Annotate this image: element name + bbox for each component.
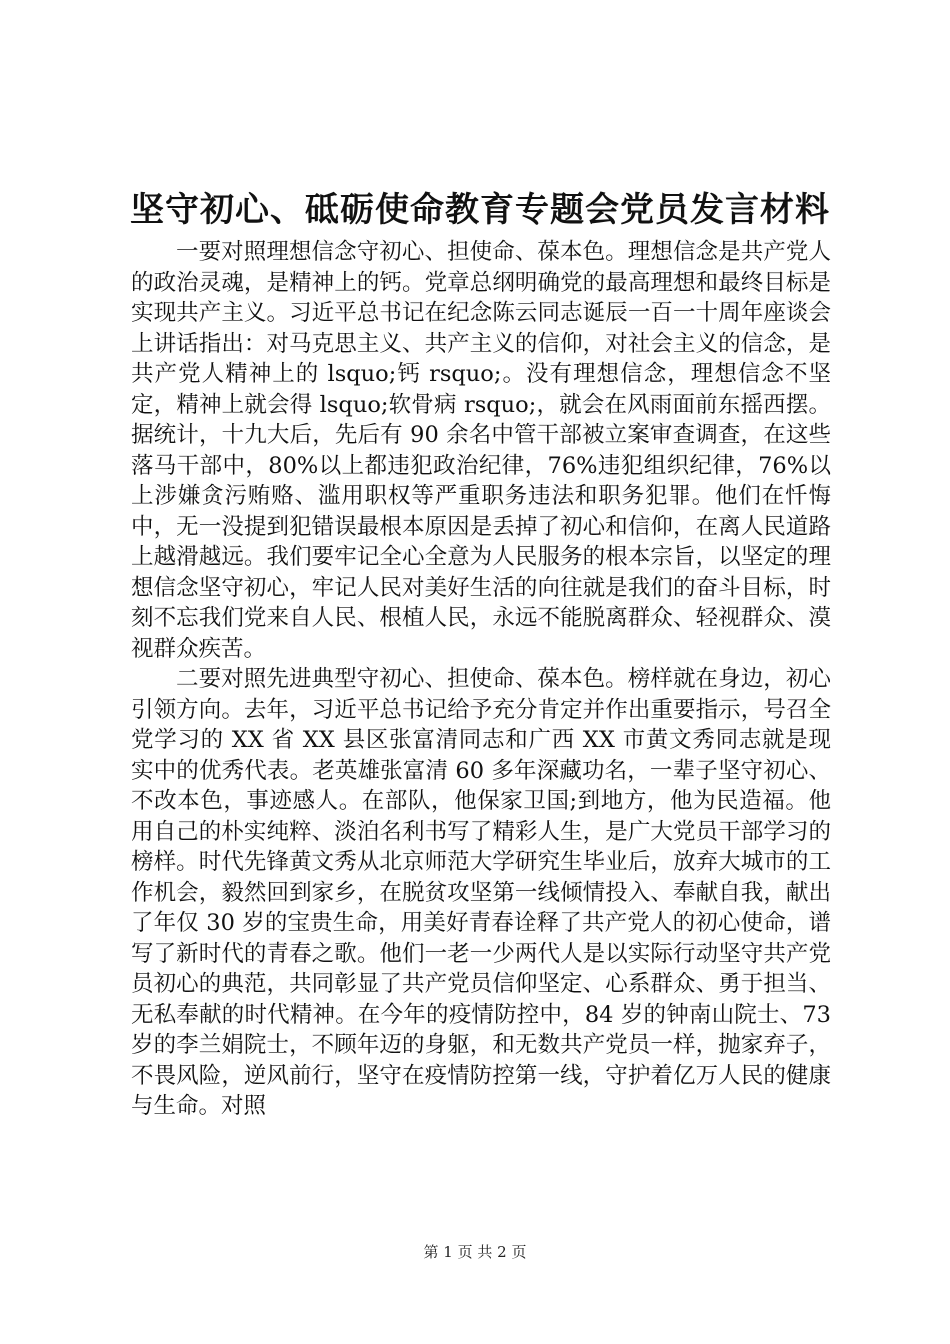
document-body xyxy=(131,237,831,1122)
page-number-footer: 第 1 页 共 2 页 xyxy=(423,1243,527,1261)
body-paragraph: 一要对照理想信念守初心、担使命、葆本色。理想信念是共产党人的政治灵魂，是精神上的钙。党章总纲明确党的最高理想和最终目标是实现共产主义。习近平总书记在纪念陈云同志诞辰一百一十周年座谈会上讲话指出：对马克思主义、共产主义的信仰，对社会主义的信念，是共产党人精神上的 lsquo;钙 rsquo;。没有理想信念，理想信念不坚定，精神上就会得 lsquo;软骨病 rsquo;，就会在风雨面前东摇西摆。据统计，十九大后，先后有 90 余名中管干部被立案审查调查，在这些落马干部中，80%以上都违犯政治纪律，76%违犯组织纪律，76%以上涉嫌贪污贿赂、滥用职权等严重职务违法和职务犯罪。他们在忏悔中，无一没提到犯错误最根本原因是丢掉了初心和信仰，在离人民道路上越滑越远。我们要牢记全心全意为人民服务的根本宗旨，以坚定的理想信念坚守初心，牢记人民对美好生活的向往就是我们的奋斗目标，时刻不忘我们党来自人民、根植人民，永远不能脱离群众、轻视群众、漠视群众疾苦。 xyxy=(131,239,831,662)
document-title: 坚守初心、砥砺使命教育专题会党员发言材料 xyxy=(130,190,830,230)
body-paragraph: 二要对照先进典型守初心、担使命、葆本色。榜样就在身边，初心引领方向。去年，习近平总书记给予充分肯定并作出重要指示，号召全党学习的 XX 省 XX 县区张富清同志和广西 XX 市黄文秀同志就是现实中的优秀代表。老英雄张富清 60 多年深藏功名，一辈子坚守初心、不改本色，事迹感人。在部队，他保家卫国;到地方，他为民造福。他用自己的朴实纯粹、淡泊名利书写了精彩人生，是广大党员干部学习的榜样。时代先锋黄文秀从北京师范大学研究生毕业后，放弃大城市的工作机会，毅然回到家乡，在脱贫攻坚第一线倾情投入、奉献自我，献出了年仅 30 岁的宝贵生命，用美好青春诠释了共产党人的初心使命，谱写了新时代的青春之歌。他们一老一少两代人是以实际行动坚守共产党员初心的典范，共同彰显了共产党员信仰坚定、心系群众、勇于担当、无私奉献的时代精神。在今年的疫情防控中，84 岁的钟南山院士、73 岁的李兰娟院士，不顾年迈的身躯，和无数共产党员一样，抛家弃子，不畏风险，逆风前行，坚守在疫情防控第一线，守护着亿万人民的健康与生命。对照 xyxy=(131,666,831,1119)
